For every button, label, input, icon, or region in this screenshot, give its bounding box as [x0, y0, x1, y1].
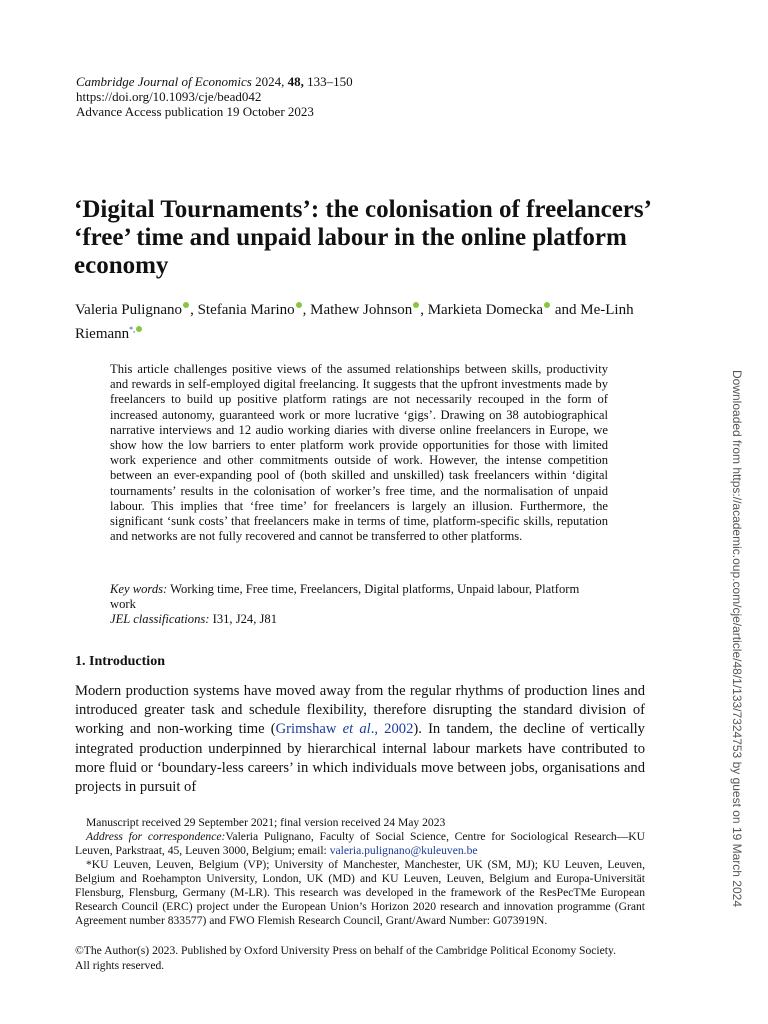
- author-joiner: and: [554, 302, 577, 318]
- download-watermark: Downloaded from https://academic.oup.com/cje/article/48/1/133/7324753 by guest on 19 March 2024: [730, 370, 744, 907]
- citation-etal[interactable]: et al: [342, 721, 371, 738]
- keywords-label: Key words:: [110, 582, 168, 596]
- correspondence-text: Valeria Pulignano, Faculty of Social Science, Centre for Sociological Research—KU Leuven, Parkstraat, 45, Leuven 3000, Belgium; email:: [75, 830, 645, 857]
- email-link[interactable]: valeria.pulignano@kuleuven.be: [329, 844, 478, 857]
- author-name[interactable]: Mathew Johnson: [310, 302, 413, 318]
- author-name[interactable]: Stefania Marino: [197, 302, 295, 318]
- orcid-icon[interactable]: [413, 302, 419, 308]
- author-list: Valeria Pulignano , Stefania Marino , Mathew Johnson , Markieta Domecka and Me-Linh Riemann*,: [75, 302, 634, 342]
- orcid-icon[interactable]: [183, 302, 189, 308]
- orcid-icon[interactable]: [136, 326, 142, 332]
- keywords-block: [110, 582, 608, 628]
- rights-line: All rights reserved.: [75, 958, 165, 972]
- doi-link[interactable]: https://doi.org/10.1093/cje/bead042: [76, 89, 262, 104]
- citation-name[interactable]: Grimshaw: [275, 721, 343, 738]
- author-name[interactable]: Me-Linh Riemann: [75, 302, 634, 342]
- author-name[interactable]: Valeria Pulignano: [75, 302, 183, 318]
- journal-pages: 133–150: [307, 74, 353, 89]
- journal-volume: 48,: [287, 74, 304, 89]
- body-text-after: ). In tandem, the decline of vertically integrated production underpinned by hierarchical internal labour markets have contributed to more fluid or ‘boundary-less careers’ in which individuals move between jobs, organisations and projects in pursuit of: [75, 721, 645, 796]
- correspondence: [75, 830, 645, 858]
- journal-name: Cambridge Journal of Economics: [76, 74, 252, 89]
- jel-text: I31, J24, J81: [212, 612, 277, 627]
- author-name[interactable]: Markieta Domecka: [427, 302, 544, 318]
- correspondence-label: Address for correspondence:: [86, 830, 226, 843]
- advance-access: Advance Access publication 19 October 2023: [76, 104, 314, 119]
- affiliation-marker[interactable]: *,: [129, 325, 136, 334]
- copyright-line: ©The Author(s) 2023. Published by Oxford University Press on behalf of the Cambridge Political Economy Society.: [75, 944, 616, 957]
- footnotes: [75, 816, 645, 928]
- citation-link[interactable]: [276, 721, 414, 737]
- copyright: [75, 944, 665, 973]
- affiliations: *KU Leuven, Leuven, Belgium (VP); University of Manchester, Manchester, UK (SM, MJ); KU Leuven, Leuven, Belgium and Roehampton University, London, UK (MD) and KU Leuven, Leuven, Belgium and Europa-Universität Flensburg, Flensburg, Germany (M-LR). This research was developed in the framework of the ResPecTMe European Research Council (ERC) project under the European Union’s Horizon 2020 research and innovation programme (Grant Agreement number 833577) and FWO Flemish Research Council, Grant/Award Number: G073919N.: [75, 858, 645, 927]
- journal-header: [76, 74, 353, 119]
- section-heading: 1. Introduction: [75, 654, 165, 669]
- abstract: This article challenges positive views of the assumed relationships between skills, productivity and rewards in self-employed digital freelancing. It suggests that the upfront investments made by freelancers to build up positive platform ratings are not necessarily recouped in the form of increased autonomy, guaranteed work or more lucrative ‘gigs’. Drawing on 38 autobiographical narrative interviews and 12 audio working diaries with diverse online freelancers in Europe, we show how the low barriers to enter platform work provide opportunities for those with limited work experience and other commitments outside of work. However, the intense competition between an ever-expanding pool of (both skilled and unskilled) task freelancers within ‘digital tournaments’ results in the colonisation of worker’s free time, and the normalisation of unpaid labour. This implies that ‘free time’ for freelancers is largely an illusion. Furthermore, the significant ‘sunk costs’ that freelancers make in terms of time, platform-specific skills, reputation and networks are not fully recovered and cannot be transferred to other platforms.: [110, 362, 608, 544]
- body-paragraph: [75, 682, 645, 797]
- orcid-icon[interactable]: [296, 302, 302, 308]
- keywords-text: Working time, Free time, Freelancers, Digital platforms, Unpaid labour, Platform work: [110, 582, 580, 612]
- citation-year[interactable]: ., 2002: [370, 721, 414, 738]
- body-text-before: Modern production systems have moved away from the regular rhythms of production lines and introduced greater task and schedule flexibility, therefore disrupting the standard division of working and non-working time (: [75, 683, 645, 738]
- jel-label: JEL classifications:: [110, 612, 210, 627]
- journal-year: 2024,: [255, 74, 285, 89]
- manuscript-dates: Manuscript received 29 September 2021; final version received 24 May 2023: [86, 816, 446, 829]
- article-title: ‘Digital Tournaments’: the colonisation of freelancers’ ‘free’ time and unpaid labour in the online platform economy: [74, 196, 651, 279]
- orcid-icon[interactable]: [544, 302, 550, 308]
